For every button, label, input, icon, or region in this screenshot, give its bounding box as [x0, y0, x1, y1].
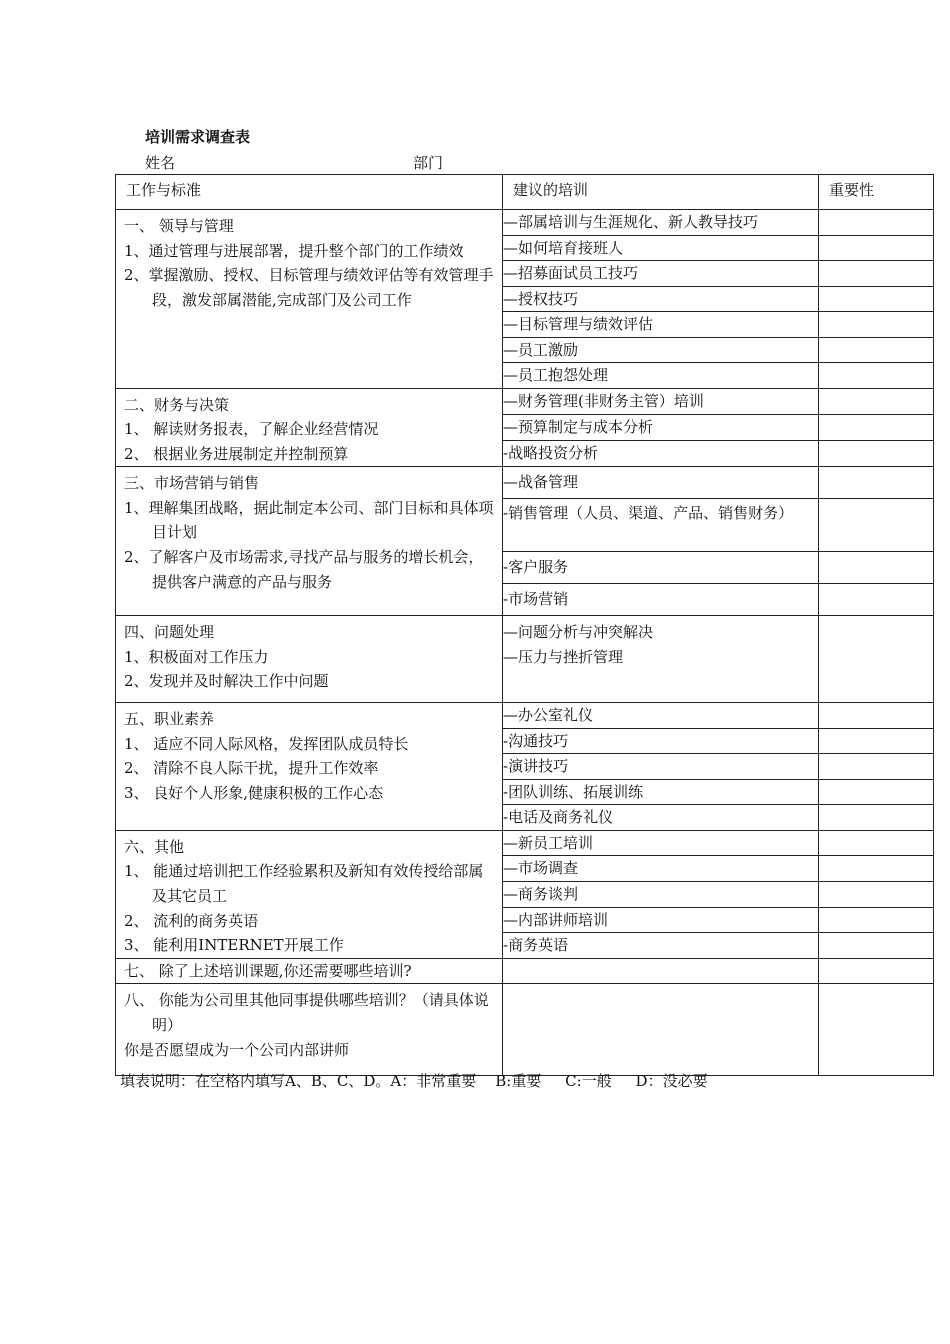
section-finance	[116, 388, 503, 467]
importance-cell[interactable]	[819, 958, 934, 984]
importance-cell[interactable]	[819, 616, 934, 703]
training-item: —员工抱怨处理	[503, 363, 819, 389]
importance-cell[interactable]	[819, 286, 934, 312]
importance-cell[interactable]	[819, 984, 934, 1076]
table-row	[116, 830, 934, 856]
training-item: —商务谈判	[503, 881, 819, 907]
training-item: —问题分析与冲突解决	[503, 623, 654, 642]
importance-cell[interactable]	[819, 779, 934, 805]
section-heading: 四、问题处理	[124, 623, 215, 642]
section-line: 1、 能通过培训把工作经验累积及新知有效传授给部属及其它员工	[124, 862, 484, 905]
training-item: —如何培育接班人	[503, 235, 819, 261]
header-suggested-training: 建议的培训	[503, 175, 819, 210]
section-line: 2、掌握激励、授权、目标管理与绩效评估等有效管理手段，激发部属潜能,完成部门及公司工作	[124, 266, 494, 309]
training-item: —战备管理	[503, 467, 819, 499]
section-heading: 一、 领导与管理	[124, 217, 234, 235]
section-line: 3、 能利用INTERNET开展工作	[124, 936, 344, 955]
section-line: 2、发现并及时解决工作中问题	[124, 672, 329, 691]
training-item: -团队训练、拓展训练	[503, 779, 819, 805]
training-item: —市场调查	[503, 856, 819, 882]
training-item: -沟通技巧	[503, 728, 819, 754]
training-item: -战略投资分析	[503, 441, 819, 467]
section-line: 1、积极面对工作压力	[124, 647, 269, 666]
section-line: 1、 适应不同人际风格，发挥团队成员特长	[124, 734, 409, 753]
importance-cell[interactable]	[819, 235, 934, 261]
section-heading: 三、市场营销与销售	[124, 474, 260, 493]
section-line: 2、了解客户及市场需求,寻找产品与服务的增长机会，提供客户满意的产品与服务	[124, 548, 484, 591]
table-row	[116, 467, 934, 499]
filling-instructions: 填表说明：在空格内填写A、B、C、D。A：非常重要 B:重要 C:一般 D：没必要	[120, 1072, 708, 1090]
table-row	[116, 958, 934, 984]
section-problem-solving	[116, 616, 503, 703]
training-item: —授权技巧	[503, 286, 819, 312]
table-header-row	[116, 175, 934, 210]
importance-cell[interactable]	[819, 907, 934, 933]
training-item: —目标管理与绩效评估	[503, 312, 819, 338]
question-eight-extra: 你是否愿望成为一个公司内部讲师	[124, 1040, 350, 1059]
section-line: 1、 解读财务报表，了解企业经营情况	[124, 420, 379, 439]
importance-cell[interactable]	[819, 414, 934, 440]
importance-cell[interactable]	[819, 499, 934, 552]
form-title: 培训需求调查表	[145, 128, 251, 146]
training-item: —预算制定与成本分析	[503, 414, 819, 440]
importance-cell[interactable]	[819, 754, 934, 780]
importance-cell[interactable]	[819, 441, 934, 467]
section-line: 2、 流利的商务英语	[124, 911, 259, 930]
importance-cell[interactable]	[819, 933, 934, 959]
section-professionalism	[116, 703, 503, 831]
section-line: 1、理解集团战略，据此制定本公司、部门目标和具体项目计划	[124, 498, 494, 542]
header-work-standard: 工作与标准	[116, 175, 503, 210]
importance-cell[interactable]	[819, 261, 934, 287]
training-item: —招募面试员工技巧	[503, 261, 819, 287]
importance-cell[interactable]	[819, 388, 934, 414]
section-line: 2、 根据业务进展制定并控制预算	[124, 444, 349, 463]
importance-cell[interactable]	[819, 728, 934, 754]
table-row	[116, 388, 934, 414]
section-line: 1、通过管理与进展部署，提升整个部门的工作绩效	[124, 241, 464, 260]
table-row	[116, 984, 934, 1076]
training-item: —内部讲师培训	[503, 907, 819, 933]
importance-cell[interactable]	[819, 552, 934, 584]
header-importance: 重要性	[819, 175, 934, 210]
importance-cell[interactable]	[819, 312, 934, 338]
table-row	[116, 210, 934, 236]
section-marketing	[116, 467, 503, 616]
section-leadership	[116, 210, 503, 389]
training-item: —办公室礼仪	[503, 703, 819, 729]
training-item: -客户服务	[503, 552, 819, 584]
importance-cell[interactable]	[819, 337, 934, 363]
importance-cell[interactable]	[819, 210, 934, 236]
training-item: —员工激励	[503, 337, 819, 363]
section-others	[116, 830, 503, 958]
section-heading: 二、财务与决策	[124, 395, 230, 414]
importance-cell[interactable]	[819, 856, 934, 882]
importance-cell[interactable]	[819, 830, 934, 856]
importance-cell[interactable]	[819, 584, 934, 616]
importance-cell[interactable]	[819, 703, 934, 729]
training-item: —压力与挫折管理	[503, 647, 624, 666]
training-needs-table	[115, 174, 934, 1076]
table-row	[116, 616, 934, 703]
question-eight-answer[interactable]	[503, 984, 819, 1076]
importance-cell[interactable]	[819, 805, 934, 831]
section-line: 2、 清除不良人际干扰，提升工作效率	[124, 759, 379, 778]
importance-cell[interactable]	[819, 467, 934, 499]
question-seven-answer[interactable]	[503, 958, 819, 984]
training-item: -演讲技巧	[503, 754, 819, 780]
training-item: —财务管理(非财务主管）培训	[503, 388, 819, 414]
importance-cell[interactable]	[819, 363, 934, 389]
training-item: -销售管理（人员、渠道、产品、销售财务）	[503, 499, 819, 552]
section-line: 3、 良好个人形象,健康积极的工作心态	[124, 784, 384, 803]
section-heading: 六、其他	[124, 837, 185, 856]
training-item: —部属培训与生涯规化、新人教导技巧	[503, 210, 819, 236]
question-eight	[116, 984, 503, 1076]
section-heading: 五、职业素养	[124, 710, 215, 729]
training-item: —新员工培训	[503, 830, 819, 856]
training-items-group	[503, 616, 819, 703]
training-item: -市场营销	[503, 584, 819, 616]
training-item: -电话及商务礼仪	[503, 805, 819, 831]
name-label: 姓名	[145, 154, 176, 172]
importance-cell[interactable]	[819, 881, 934, 907]
question-seven: 七、 除了上述培训课题,你还需要哪些培训?	[116, 958, 503, 984]
training-item: -商务英语	[503, 933, 819, 959]
question-eight-text: 八、 你能为公司里其他同事提供哪些培训？（请具体说明）	[124, 991, 489, 1034]
table-row	[116, 703, 934, 729]
department-label: 部门	[413, 154, 444, 172]
